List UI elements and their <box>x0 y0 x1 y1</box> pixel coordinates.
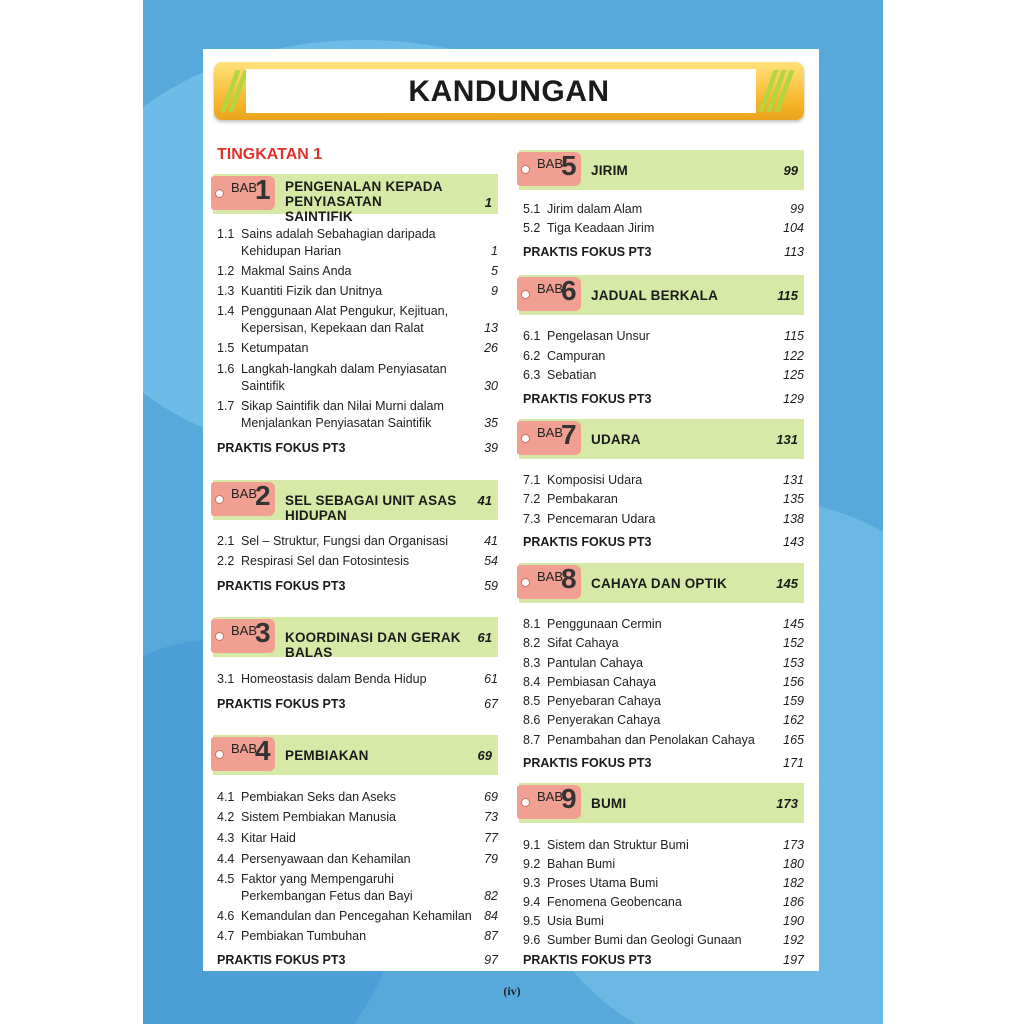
chapter-title: JIRIM <box>591 163 629 178</box>
entry-title: Fenomena Geobencana <box>547 895 682 909</box>
toc-entry[interactable] <box>523 932 804 949</box>
entry-page: 41 <box>484 534 498 548</box>
toc-entry[interactable] <box>523 491 804 508</box>
entry-title: Kitar Haid <box>241 831 296 845</box>
entry-number: 4.6 <box>217 909 235 923</box>
entry-title: Makmal Sains Anda <box>241 264 352 278</box>
toc-entry[interactable] <box>217 671 498 688</box>
praktis-entry[interactable] <box>523 756 804 770</box>
page-title: KANDUNGAN <box>408 75 610 108</box>
chapter-number: 9 <box>561 783 577 814</box>
entry-number: 7.3 <box>523 512 541 526</box>
chapter-bab-label: BAB <box>537 789 564 804</box>
entry-page: 138 <box>783 512 804 526</box>
entry-title: Sebatian <box>547 368 597 382</box>
entry-title: Pembiakan Tumbuhan <box>241 929 367 943</box>
entry-title: Penambahan dan Penolakan Cahaya <box>547 733 755 747</box>
entry-number: 1.2 <box>217 264 235 278</box>
entry-title: Bahan Bumi <box>547 857 616 871</box>
chapter-title: PEMBIAKAN <box>285 748 369 763</box>
praktis-label: PRAKTIS FOKUS PT3 <box>523 756 652 770</box>
chapter-bab-label: BAB <box>231 623 258 638</box>
tag-hole-icon <box>521 578 530 587</box>
entry-title: Kemandulan dan Pencegahan Kehamilan <box>241 909 472 923</box>
entry-number: 6.3 <box>523 368 541 382</box>
entry-number: 8.6 <box>523 713 541 727</box>
entry-page: 87 <box>484 929 498 943</box>
entry-title: Usia Bumi <box>547 914 604 928</box>
praktis-label: PRAKTIS FOKUS PT3 <box>523 953 652 967</box>
entry-page: 186 <box>783 895 804 909</box>
toc-entry[interactable] <box>523 511 804 528</box>
entry-title: Sistem Pembiakan Manusia <box>241 810 396 824</box>
entry-number: 8.7 <box>523 733 541 747</box>
chapter-header <box>519 150 804 190</box>
praktis-page: 67 <box>484 697 498 711</box>
entry-page: 69 <box>484 790 498 804</box>
toc-entry[interactable] <box>217 303 498 336</box>
entry-title: Sel – Struktur, Fungsi dan Organisasi <box>241 534 449 548</box>
entry-page: 79 <box>484 852 498 866</box>
entry-title: Penggunaan Cermin <box>547 617 662 631</box>
toc-entry[interactable] <box>523 913 804 930</box>
praktis-entry[interactable] <box>523 535 804 549</box>
entry-number: 7.2 <box>523 492 541 506</box>
title-banner <box>214 62 804 120</box>
toc-entry[interactable] <box>217 809 498 826</box>
entry-page: 61 <box>484 672 498 686</box>
entry-number: 2.1 <box>217 534 235 548</box>
chapter-header <box>213 174 498 224</box>
praktis-entry[interactable] <box>523 245 804 259</box>
toc-entry[interactable] <box>217 283 498 300</box>
entry-title: Persenyawaan dan Kehamilan <box>241 852 411 866</box>
entry-title: Penyerakan Cahaya <box>547 713 661 727</box>
tag-hole-icon <box>521 165 530 174</box>
toc-entry[interactable] <box>523 635 804 652</box>
entry-page: 153 <box>783 656 804 670</box>
toc-entry[interactable] <box>217 340 498 357</box>
entry-number: 6.2 <box>523 349 541 363</box>
entry-number: 7.1 <box>523 473 541 487</box>
entry-number: 8.4 <box>523 675 541 689</box>
entry-page: 104 <box>783 221 804 235</box>
entry-page: 1 <box>491 243 498 258</box>
toc-entry[interactable] <box>523 655 804 672</box>
entry-number: 4.4 <box>217 852 235 866</box>
praktis-label: PRAKTIS FOKUS PT3 <box>523 535 652 549</box>
chapter-page: 61 <box>477 630 492 645</box>
chapter-number: 2 <box>255 480 271 511</box>
entry-title: Faktor yang Mempengaruhi Perkembangan Fetus dan Bayi <box>241 872 413 903</box>
entry-page: 122 <box>783 349 804 363</box>
entry-page: 115 <box>784 329 804 343</box>
praktis-entry[interactable] <box>217 953 498 967</box>
chapter-bab-label: BAB <box>231 180 258 195</box>
entry-title: Langkah-langkah dalam Penyiasatan Saintifik <box>241 362 447 393</box>
toc-entry[interactable] <box>523 348 804 365</box>
entry-title: Pembiasan Cahaya <box>547 675 657 689</box>
entry-number: 1.7 <box>217 399 235 413</box>
entry-number: 6.1 <box>523 329 541 343</box>
entry-number: 4.3 <box>217 831 235 845</box>
entry-title: Respirasi Sel dan Fotosintesis <box>241 554 410 568</box>
chapter-page: 99 <box>783 163 798 178</box>
chapter-header <box>519 419 804 459</box>
praktis-page: 59 <box>484 579 498 593</box>
chapter-number: 5 <box>561 150 577 181</box>
toc-entry[interactable] <box>217 908 498 925</box>
toc-entry[interactable] <box>217 830 498 847</box>
entry-number: 4.1 <box>217 790 235 804</box>
praktis-page: 39 <box>484 441 498 455</box>
chapter-number: 8 <box>561 563 577 594</box>
entry-number: 8.2 <box>523 636 541 650</box>
entry-title: Homeostasis dalam Benda Hidup <box>241 672 427 686</box>
praktis-label: PRAKTIS FOKUS PT3 <box>217 697 346 711</box>
toc-entry[interactable] <box>217 871 498 904</box>
praktis-entry[interactable] <box>217 441 498 455</box>
chapter-title: BUMI <box>591 796 627 811</box>
tag-hole-icon <box>521 290 530 299</box>
entry-title: Pengelasan Unsur <box>547 329 650 343</box>
chapter-page: 145 <box>776 576 798 591</box>
chapter-bab-label: BAB <box>537 425 564 440</box>
entry-number: 9.2 <box>523 857 541 871</box>
chapter-header <box>213 735 498 775</box>
chapter-page: 173 <box>776 796 798 811</box>
toc-entry[interactable] <box>217 361 498 394</box>
entry-title: Sumber Bumi dan Geologi Gunaan <box>547 933 742 947</box>
entry-number: 1.6 <box>217 362 235 376</box>
entry-title: Pencemaran Udara <box>547 512 656 526</box>
entry-page: 77 <box>484 831 498 845</box>
toc-entry[interactable] <box>217 851 498 868</box>
entry-page: 26 <box>484 341 498 355</box>
praktis-page: 129 <box>783 392 804 406</box>
entry-title: Pembakaran <box>547 492 618 506</box>
entry-number: 9.1 <box>523 838 541 852</box>
toc-entry[interactable] <box>217 928 498 945</box>
toc-entry[interactable] <box>523 367 804 384</box>
praktis-entry[interactable] <box>217 579 498 593</box>
entry-page: 173 <box>783 838 804 852</box>
chapter-header <box>519 783 804 823</box>
praktis-page: 171 <box>783 756 804 770</box>
entry-page: 135 <box>783 492 804 506</box>
entry-number: 5.1 <box>523 202 541 216</box>
level-heading: TINGKATAN 1 <box>217 146 323 163</box>
entry-title: Tiga Keadaan Jirim <box>547 221 655 235</box>
toc-entry[interactable] <box>523 712 804 729</box>
praktis-entry[interactable] <box>217 697 498 711</box>
toc-entry[interactable] <box>523 472 804 489</box>
entry-page: 13 <box>484 320 498 335</box>
toc-entry[interactable] <box>523 875 804 892</box>
toc-entry[interactable] <box>523 732 804 749</box>
entry-number: 8.5 <box>523 694 541 708</box>
chapter-header <box>519 275 804 315</box>
toc-entry[interactable] <box>217 789 498 806</box>
entry-title: Sains adalah Sebahagian daripada Kehidupan Harian <box>241 227 436 258</box>
praktis-entry[interactable] <box>523 392 804 406</box>
entry-page: 30 <box>484 378 498 393</box>
chapter-number: 7 <box>561 419 577 450</box>
chapter-header <box>213 617 498 660</box>
entry-page: 145 <box>783 617 804 631</box>
toc-entry[interactable] <box>523 693 804 710</box>
chapter-title: KOORDINASI DAN GERAK BALAS <box>285 630 461 660</box>
entry-number: 2.2 <box>217 554 235 568</box>
chapter-page: 1 <box>484 195 492 210</box>
entry-title: Pembiakan Seks dan Aseks <box>241 790 396 804</box>
entry-number: 9.5 <box>523 914 541 928</box>
praktis-entry[interactable] <box>523 953 804 967</box>
chapter-number: 4 <box>255 735 271 766</box>
chapter-bab-label: BAB <box>231 741 258 756</box>
entry-page: 99 <box>790 202 804 216</box>
tag-hole-icon <box>215 495 224 504</box>
chapter-header <box>519 563 804 603</box>
chapter-title: SEL SEBAGAI UNIT ASAS HIDUPAN <box>285 493 457 523</box>
entry-number: 9.6 <box>523 933 541 947</box>
chapter-bab-label: BAB <box>537 281 564 296</box>
praktis-label: PRAKTIS FOKUS PT3 <box>217 441 346 455</box>
chapter-page: 41 <box>477 493 492 508</box>
entry-page: 165 <box>783 733 804 747</box>
praktis-page: 197 <box>783 953 804 967</box>
toc-entry[interactable] <box>217 553 498 570</box>
entry-page: 156 <box>783 675 804 689</box>
praktis-label: PRAKTIS FOKUS PT3 <box>217 579 346 593</box>
chapter-title: PENGENALAN KEPADA PENYIASATAN SAINTIFIK <box>285 179 443 224</box>
entry-page: 9 <box>491 284 498 298</box>
chapter-bab-label: BAB <box>537 156 564 171</box>
toc-entry[interactable] <box>523 328 804 345</box>
praktis-label: PRAKTIS FOKUS PT3 <box>217 953 346 967</box>
tag-hole-icon <box>521 434 530 443</box>
entry-page: 5 <box>491 264 498 278</box>
praktis-page: 113 <box>784 245 804 259</box>
entry-number: 3.1 <box>217 672 235 686</box>
entry-title: Ketumpatan <box>241 341 309 355</box>
entry-title: Sifat Cahaya <box>547 636 619 650</box>
entry-page: 84 <box>484 909 498 923</box>
entry-title: Kuantiti Fizik dan Unitnya <box>241 284 383 298</box>
toc-entry[interactable] <box>523 674 804 691</box>
entry-page: 192 <box>783 933 804 947</box>
entry-page: 159 <box>783 694 804 708</box>
toc-entry[interactable] <box>523 220 804 237</box>
entry-number: 4.5 <box>217 872 235 886</box>
entry-number: 9.4 <box>523 895 541 909</box>
tag-hole-icon <box>215 750 224 759</box>
chapter-bab-label: BAB <box>231 486 258 501</box>
entry-page: 73 <box>484 810 498 824</box>
entry-page: 54 <box>484 554 498 568</box>
entry-page: 182 <box>783 876 804 890</box>
chapter-title: JADUAL BERKALA <box>591 288 719 303</box>
toc-entry[interactable] <box>217 263 498 280</box>
toc-entry[interactable] <box>523 616 804 633</box>
entry-title: Penggunaan Alat Pengukur, Kejituan, Kepersisan, Kepekaan dan Ralat <box>241 304 449 335</box>
toc-entry[interactable] <box>217 226 498 259</box>
entry-page: 82 <box>484 888 498 903</box>
entry-number: 4.2 <box>217 810 235 824</box>
entry-page: 35 <box>484 415 498 430</box>
toc-entry[interactable] <box>523 856 804 873</box>
praktis-page: 97 <box>484 953 498 967</box>
chapter-bab-label: BAB <box>537 569 564 584</box>
tag-hole-icon <box>521 798 530 807</box>
entry-page: 152 <box>783 636 804 650</box>
entry-number: 1.1 <box>217 227 235 241</box>
praktis-label: PRAKTIS FOKUS PT3 <box>523 392 652 406</box>
praktis-label: PRAKTIS FOKUS PT3 <box>523 245 652 259</box>
entry-number: 8.1 <box>523 617 541 631</box>
page-number: (iv) <box>503 984 521 998</box>
toc-entry[interactable] <box>523 201 804 218</box>
entry-number: 5.2 <box>523 221 541 235</box>
toc-entry[interactable] <box>523 837 804 854</box>
entry-number: 1.3 <box>217 284 235 298</box>
entry-number: 1.4 <box>217 304 235 318</box>
entry-page: 125 <box>783 368 804 382</box>
entry-page: 162 <box>783 713 804 727</box>
toc-entry[interactable] <box>217 533 498 550</box>
entry-number: 1.5 <box>217 341 235 355</box>
toc-entry[interactable] <box>523 894 804 911</box>
entry-title: Sikap Saintifik dan Nilai Murni dalam Menjalankan Penyiasatan Saintifik <box>241 399 444 430</box>
chapter-title: UDARA <box>591 432 641 447</box>
entry-page: 180 <box>783 857 804 871</box>
chapter-page: 131 <box>776 432 798 447</box>
entry-title: Penyebaran Cahaya <box>547 694 661 708</box>
entry-number: 8.3 <box>523 656 541 670</box>
chapter-number: 1 <box>255 174 271 205</box>
tag-hole-icon <box>215 189 224 198</box>
toc-entry[interactable] <box>217 398 498 431</box>
chapter-number: 6 <box>561 275 577 306</box>
entry-number: 9.3 <box>523 876 541 890</box>
chapter-number: 3 <box>255 617 271 648</box>
praktis-page: 143 <box>783 535 804 549</box>
entry-title: Jirim dalam Alam <box>547 202 643 216</box>
entry-number: 4.7 <box>217 929 235 943</box>
chapter-header <box>213 480 498 523</box>
chapter-page: 115 <box>777 288 798 303</box>
entry-title: Komposisi Udara <box>547 473 643 487</box>
entry-page: 131 <box>783 473 804 487</box>
chapter-title: CAHAYA DAN OPTIK <box>591 576 727 591</box>
entry-title: Sistem dan Struktur Bumi <box>547 838 689 852</box>
entry-title: Proses Utama Bumi <box>547 876 659 890</box>
entry-title: Campuran <box>547 349 606 363</box>
entry-page: 190 <box>783 914 804 928</box>
tag-hole-icon <box>215 632 224 641</box>
chapter-page: 69 <box>477 748 492 763</box>
entry-title: Pantulan Cahaya <box>547 656 643 670</box>
